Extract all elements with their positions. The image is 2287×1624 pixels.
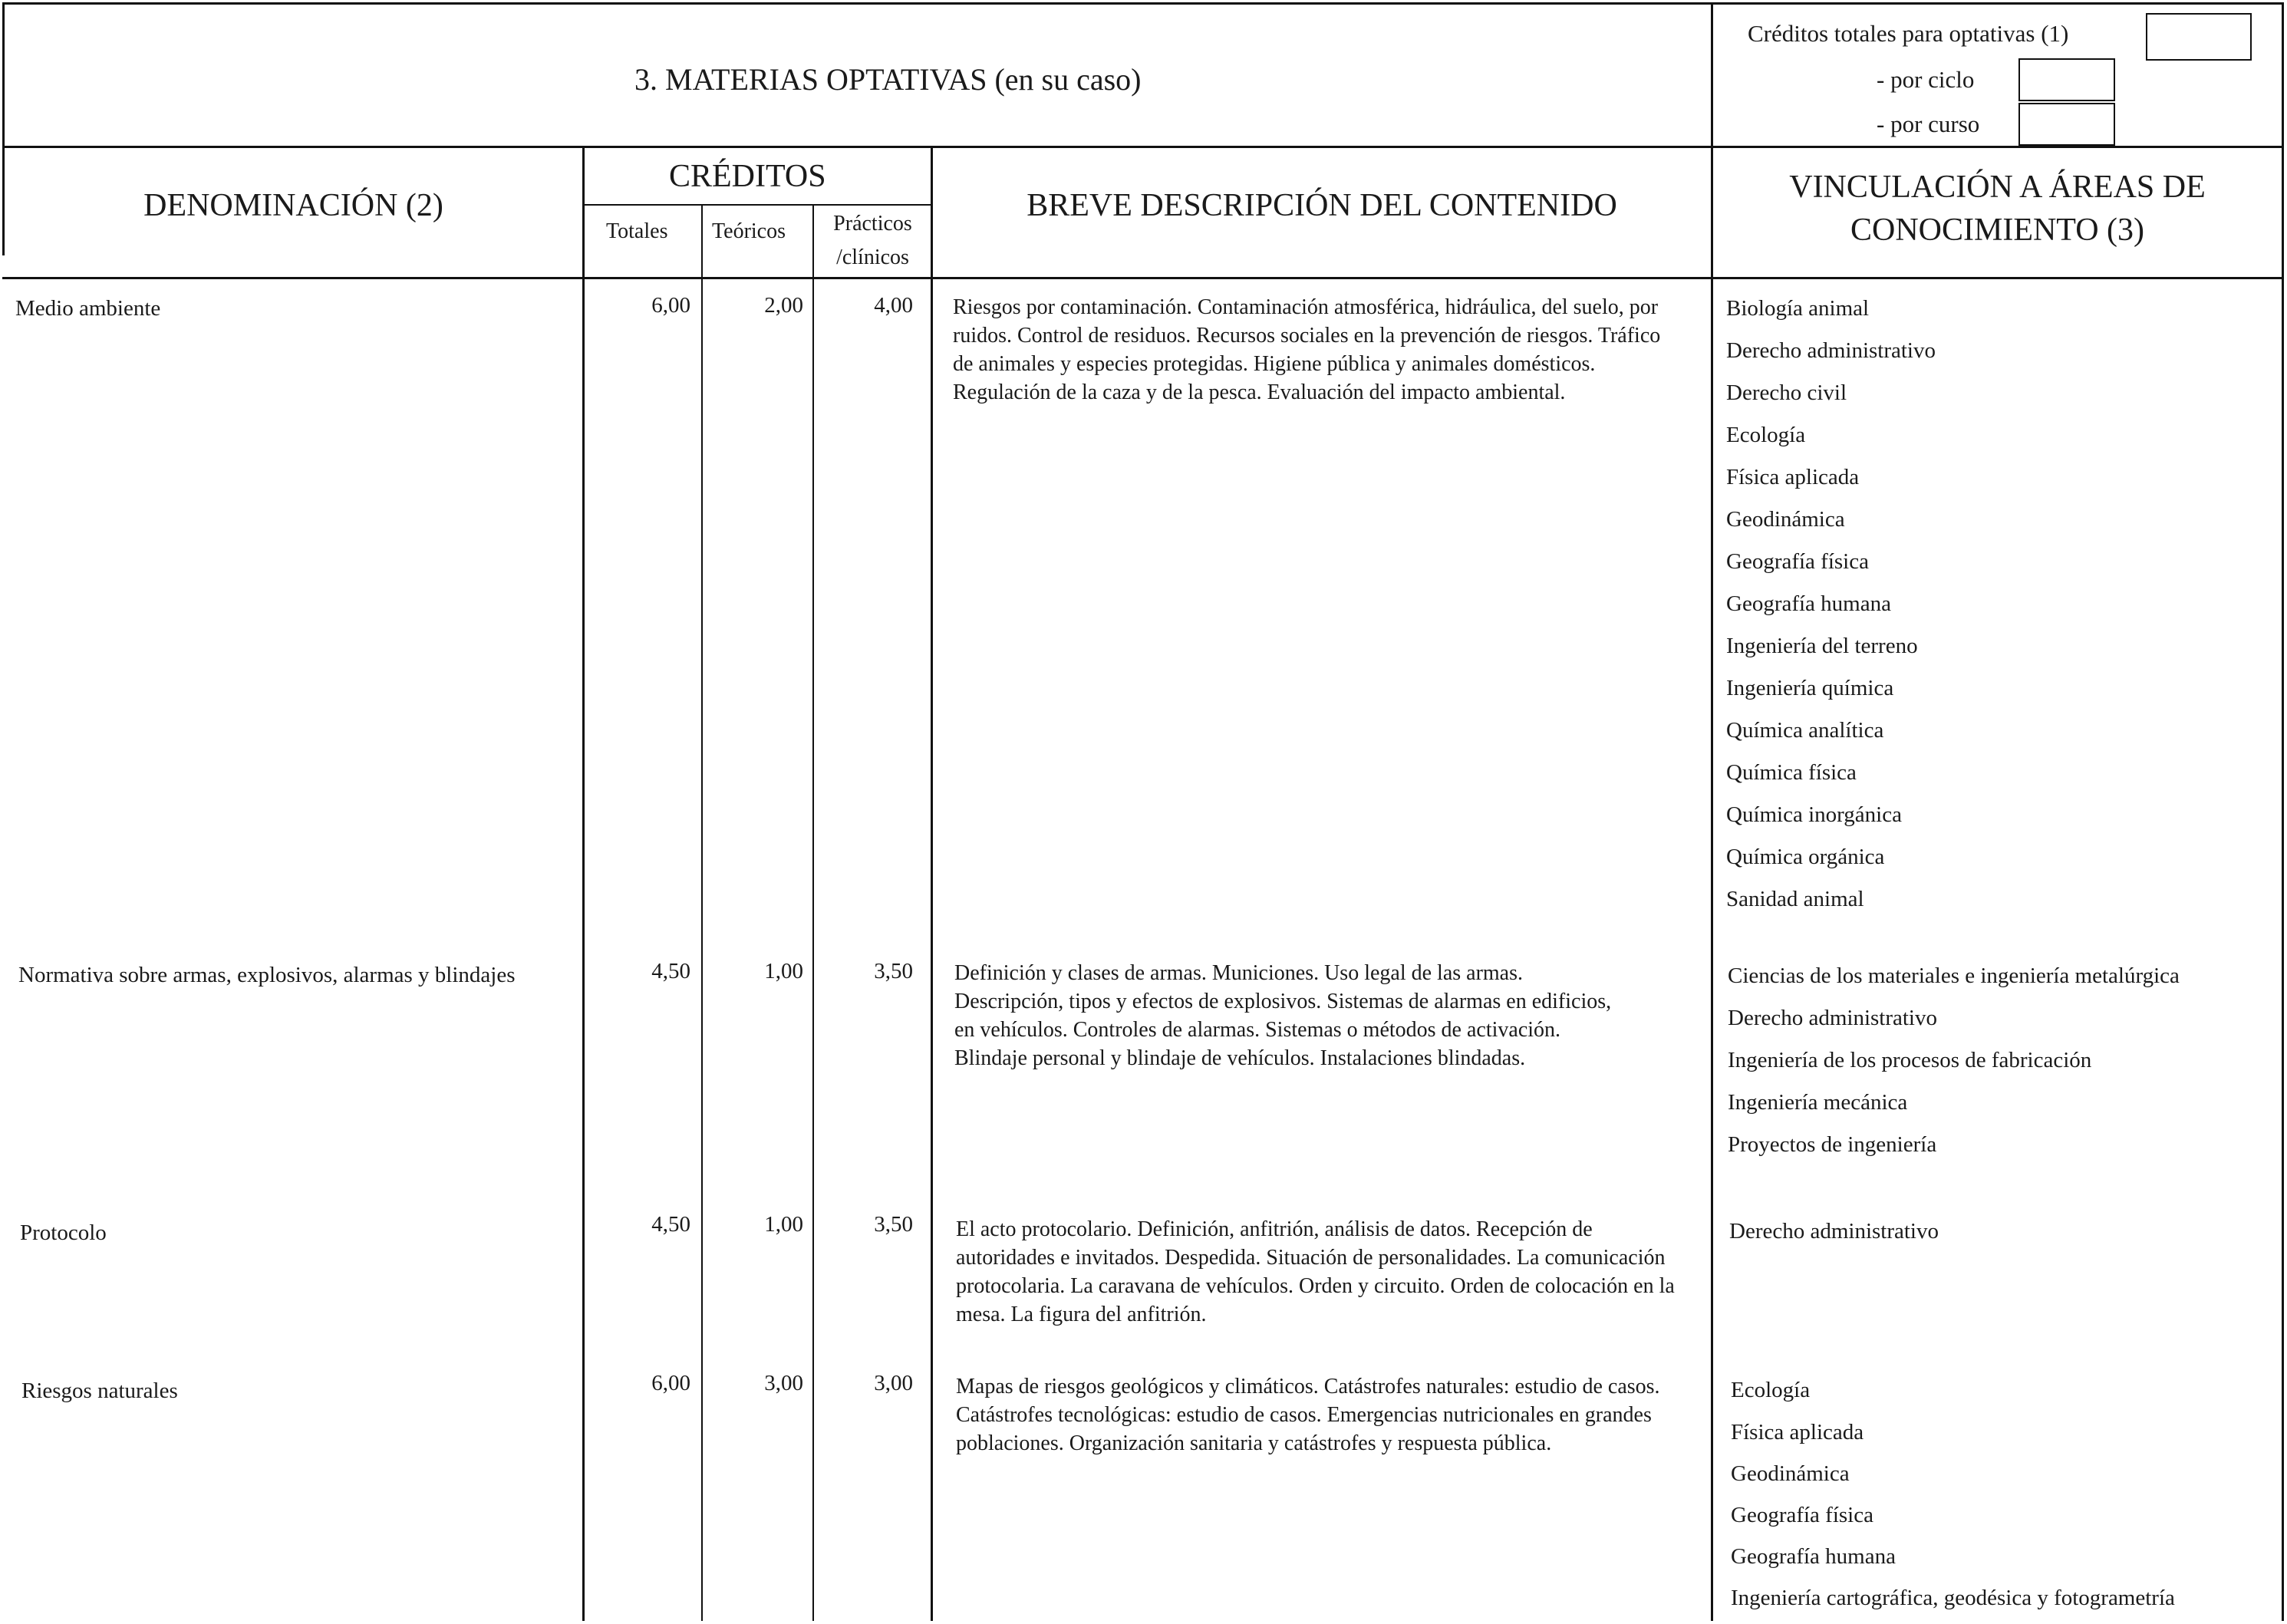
credits-practicos: 4,00 [874, 293, 913, 318]
area-item: Derecho administrativo [1726, 338, 1936, 363]
credits-totales: 4,50 [651, 959, 690, 983]
divider-creditos [931, 146, 933, 1621]
credits-practicos: 3,50 [874, 1212, 913, 1237]
subject-name: Normativa sobre armas, explosivos, alarmas y blindajes [18, 963, 516, 987]
area-item: Ingeniería del terreno [1726, 634, 1918, 658]
credits-teoricos: 3,00 [764, 1371, 803, 1395]
subject-name: Riesgos naturales [21, 1379, 178, 1403]
credits-totales: 6,00 [651, 293, 690, 318]
credits-totales: 6,00 [651, 1371, 690, 1395]
area-item: Derecho administrativo [1728, 1006, 1937, 1030]
creditos-divider [582, 204, 932, 206]
header-totales: Totales [606, 219, 668, 243]
subject-description: Mapas de riesgos geológicos y climáticos. Catástrofes naturales: estudio de casos. Catástrofes tecnológicas: estudio de casos. Emergencias nutricionales en grandes poblaciones. Organización sanitaria y catástrofes y respuesta pública. [956, 1375, 1660, 1455]
header-bottom-border [2, 146, 2284, 148]
area-item: Derecho civil [1726, 380, 1847, 405]
area-item: Geografía física [1726, 549, 1869, 574]
divider-totales [701, 204, 703, 1621]
divider-teoricos [812, 204, 814, 1621]
area-item: Geografía física [1731, 1503, 1873, 1527]
area-item: Geodinámica [1726, 507, 1845, 532]
header-vinculacion-line2: CONOCIMIENTO (3) [1850, 212, 2145, 248]
credits-totales: 4,50 [651, 1212, 690, 1237]
per-course-label: - por curso [1877, 110, 1980, 137]
area-item: Ingeniería química [1726, 676, 1894, 700]
credits-total-label: Créditos totales para optativas (1) [1748, 20, 2069, 47]
area-item: Química física [1726, 760, 1857, 785]
per-cycle-label: - por ciclo [1877, 66, 1975, 93]
right-border [2282, 2, 2284, 1621]
header-practicos-line1: Prácticos [833, 212, 912, 236]
credits-total-box[interactable] [2146, 13, 2252, 61]
header-descripcion: BREVE DESCRIPCIÓN DEL CONTENIDO [1027, 188, 1617, 223]
header-denominacion: DENOMINACIÓN (2) [143, 188, 443, 223]
subject-description: Definición y clases de armas. Municiones. Uso legal de las armas. Descripción, tipos y efectos de explosivos. Sistemas de alarmas en edificios, en vehículos. Controles de alarmas. Sistemas o métodos de activación. Blindaje personal y blindaje de vehículos. Instalaciones blindadas. [954, 961, 1612, 1070]
area-item: Química orgánica [1726, 845, 1885, 869]
header-vinculacion-line1: VINCULACIÓN A ÁREAS DE [1789, 170, 2206, 205]
header-creditos: CRÉDITOS [669, 159, 826, 194]
credits-teoricos: 1,00 [764, 959, 803, 983]
area-item: Geodinámica [1731, 1461, 1850, 1486]
per-cycle-box[interactable] [2018, 58, 2115, 101]
header-vinculacion [1713, 166, 2282, 252]
subject-name: Medio ambiente [15, 296, 161, 321]
area-item: Proyectos de ingeniería [1728, 1132, 1937, 1157]
area-item: Geografía humana [1726, 591, 1891, 616]
area-item: Química inorgánica [1726, 802, 1902, 827]
header-practicos [815, 207, 931, 275]
column-header-bottom-border [2, 277, 2284, 279]
subject-name: Protocolo [20, 1220, 107, 1245]
area-item: Derecho administrativo [1729, 1219, 1939, 1244]
credits-teoricos: 2,00 [764, 293, 803, 318]
area-item: Ecología [1731, 1378, 1811, 1402]
subject-description: Riesgos por contaminación. Contaminación atmosférica, hidráulica, del suelo, por ruidos. Control de residuos. Recursos sociales en la prevención de riesgos. Tráfico de animales y especies protegidas. Higiene pública y animales domésticos. Regulación de la caza y de la pesca. Evaluación del impacto ambiental. [953, 295, 1661, 404]
header-practicos-line2: /clínicos [836, 245, 909, 269]
credits-practicos: 3,00 [874, 1371, 913, 1395]
area-item: Ecología [1726, 423, 1806, 447]
area-item: Sanidad animal [1726, 887, 1864, 911]
area-item: Ciencias de los materiales e ingeniería metalúrgica [1728, 964, 2180, 988]
top-border [2, 2, 2284, 5]
area-item: Ingeniería cartográfica, geodésica y fotogrametría [1731, 1586, 2175, 1610]
area-item: Biología animal [1726, 296, 1870, 321]
page-title: 3. MATERIAS OPTATIVAS (en su caso) [634, 62, 1142, 97]
area-item: Ingeniería de los procesos de fabricación [1728, 1048, 2092, 1072]
area-item: Física aplicada [1726, 465, 1860, 489]
area-item: Química analítica [1726, 718, 1884, 743]
credits-teoricos: 1,00 [764, 1212, 803, 1237]
header-teoricos: Teóricos [712, 219, 786, 243]
credits-practicos: 3,50 [874, 959, 913, 983]
area-item: Física aplicada [1731, 1420, 1864, 1444]
divider-denominacion [582, 146, 585, 1621]
area-item: Ingeniería mecánica [1728, 1090, 1908, 1115]
per-course-box[interactable] [2018, 103, 2115, 146]
subject-description: El acto protocolario. Definición, anfitrión, análisis de datos. Recepción de autoridades e invitados. Despedida. Situación de personalidades. La comunicación protocolaria. La caravana de vehículos. Orden y circuito. Orden de colocación en la mesa. La figura del anfitrión. [956, 1217, 1675, 1326]
area-item: Geografía humana [1731, 1544, 1896, 1569]
